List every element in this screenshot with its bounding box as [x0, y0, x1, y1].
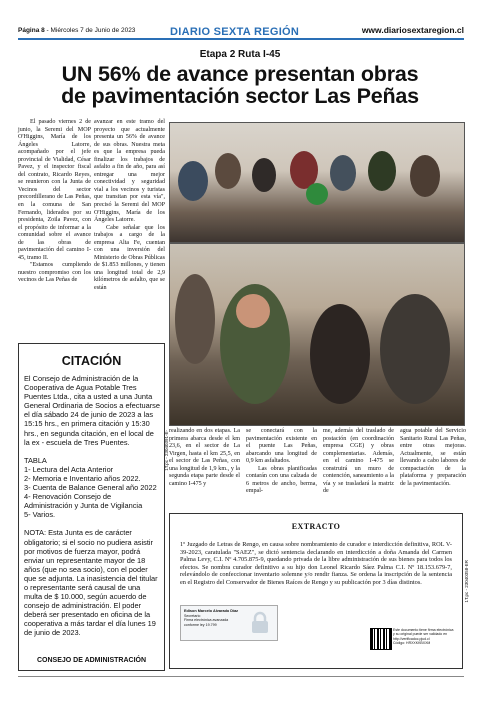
header-divider	[18, 38, 464, 40]
headline-line-2: de pavimentación sector Las Peñas	[61, 84, 419, 108]
article-column-5: me, además del traslado de postación (en coordinación empresa CGE) y obras complementarias. Además, en el camino I-475 se construirá un muro de contención, saneamiento a la vía y se trasladará la matriz de	[323, 428, 394, 495]
website-link[interactable]: www.diariosextaregion.cl	[361, 25, 464, 35]
citation-title: CITACIÓN	[61, 354, 122, 368]
extract-title: EXTRACTO	[291, 522, 341, 531]
agenda-item: 5- Varios.	[24, 510, 56, 520]
paragraph: Las obras planificadas contarán con una calzada de 6 metros de ancho, berma, empal-	[246, 465, 317, 495]
page-header	[18, 24, 464, 46]
qr-caption	[393, 628, 455, 645]
paragraph: Cabe señalar que los trabajos a cargo de la empresa Alta Fe, cuentan con una inversión del Ministerio de Obras Públicas de $1.853 millones, y tienen una longitud total de 2,9 kilómetros de asfalto, que se están	[94, 224, 165, 292]
article-column-1	[18, 119, 91, 285]
agenda-item: 3- Cuenta de Balance General año 2022	[24, 483, 157, 493]
agenda-item: 4- Renovación Consejo de Administración y Junta de Vigilancia	[24, 492, 143, 511]
qr-code-text: Código: HRXXKKBXXM	[393, 640, 431, 645]
page-date: - Miércoles 7 de Junio de 2023	[44, 27, 136, 34]
article-kicker: Etapa 2 Ruta I-45	[199, 49, 281, 60]
page-info	[18, 27, 135, 34]
citation-ad-code: 1T.pc - 23040391-E-	[164, 430, 169, 471]
meeting-photo-2	[169, 243, 465, 426]
seal-role: Secretario	[184, 613, 201, 618]
footer-divider	[18, 676, 464, 677]
extract-body: 1º Juzgado de Letras de Rengo, en causa sobre nombramiento de curador e interdicción definitiva, ROL V-39-2023, caratulada "SAEZ", se dictó sentencia declarando en interdicción a doña Amanda del Carmen Palma Levy, C.I. Nº 4.705.875-9, quedando privada de la libre administración de sus bienes para todos los efectos. Se nombra curador definitivo a su hijo don Leonel Ricardo Sáez Palma C.I. Nº 18.153.679-7, relevándolo de confeccionar inventario solemne y/o rendir fianza. Se ordena la inscripción de la sentencia en el Registro del Conservador de Bienes Raíces de Rengo y su publicación por 3 días distintos.	[180, 541, 452, 586]
article-column-4	[246, 428, 317, 496]
citation-intro: El Consejo de Administración de la Cooperativa de Agua Potable Tres Puentes Ltda., cita a usted a una Junta General Ordinaria de Socios a efectuarse el día sábado 24 de junio de 2023 a las 15:15 hrs., en primera citación y 15:30 hrs., en segunda citación, en el local de la ex - escuela de Tres Puentes.	[24, 374, 160, 447]
article-column-3: realizando en dos etapas. La primera abarca desde el km 23,6, en el sector de La Virgen, hasta el km 25,5, en el sector de Las Peñas, con una longitud de 1,9 km., y la segunda etapa parte desde el camino I-475 y	[169, 428, 240, 487]
paragraph: se conectará con la pavimentación existente en el puente Las Peñas, abarcando una longitud de 0,9 km asfaltados.	[246, 428, 317, 465]
citation-notice	[18, 343, 165, 671]
seal-text	[184, 609, 244, 627]
paper-name: DIARIO SEXTA REGIÓN	[170, 26, 300, 38]
qr-code-icon	[370, 628, 392, 650]
agenda-item: 2- Memoria e Inventario años 2022.	[24, 473, 141, 483]
citation-note: NOTA: Esta Junta es de carácter obligatorio; si el socio no pudiera asistir por motivos de fuerza mayor, podrá enviar un representante mayor de 18 años (que no sea socio), con el poder que se adjunta. La inasistencia del titular o representante será causal de una multa de $ 10.000, según acuerdo de consejo de administración. El poder deberá ser presentado en oficina de la cooperativa a más tardar el día lunes 19 de junio de 2023.	[24, 528, 158, 638]
headline-line-1: UN 56% de avance presentan obras	[61, 62, 419, 86]
paragraph: avanzar en este tramo del proyecto que actualmente presenta un 56% de avance de sus obras. Nuestra meta es que la empresa pueda finalizar los trabajos de asfalto a fin de año, para así entregar una mejor conectividad y seguridad vial a los vecinos y turistas que transitan por esta vía", precisó la Seremi del MOP O'Higgins, María de los Ángeles Latorre.	[94, 119, 165, 224]
legal-extract	[169, 513, 463, 669]
agenda-label: TABLA	[24, 455, 47, 465]
electronic-signature-seal	[180, 605, 278, 641]
citation-body	[24, 374, 160, 638]
paragraph: "Estamos cumpliendo nuestro compromiso con los vecinos de Las Peñas de	[18, 262, 91, 284]
seal-name: Edison Marcelo Alvarado Díaz	[184, 609, 239, 613]
qr-text: Este documento tiene firma electrónica y su original puede ser validado en http://verificadoc.pjud.cl	[393, 628, 454, 641]
extract-ad-code: 1T.pc - 23040358-ER	[464, 560, 469, 603]
page-number: Página 8	[18, 27, 45, 34]
seal-detail: Firma electrónica avanzada conforme ley 19.799	[184, 618, 229, 627]
article-column-6: agua potable del Servicio Sanitario Rural Las Peñas, entre otras mejoras. Actualmente, se están llevando a cabo labores de compactación de la plataforma y preparación de la pavimentación.	[400, 428, 466, 487]
meeting-photo-1	[169, 122, 465, 243]
agenda-item: 1- Lectura del Acta Anterior	[24, 464, 114, 474]
lock-icon	[249, 611, 271, 635]
article-column-2	[94, 119, 165, 293]
paragraph: El pasado viernes 2 de junio, la Seremi del MOP O'Higgins, María de los Ángeles Latorre, acompañado por el jefe provincial de Vialidad, César Pavez, y el inspector fiscal del contrato, Ricardo Reyes, se reunieron con la Junta de Vecinos del sector precordillerano de Las Peñas, en la comuna de San Fernando, liderados por su presidenta, Zoila Pavez, con el propósito de informar a la comunidad sobre el avance de las obras de pavimentación del camino I-45, tramo II.	[18, 119, 91, 261]
citation-signature: CONSEJO DE ADMINISTRACIÓN	[36, 657, 147, 664]
article-headline	[0, 63, 480, 107]
